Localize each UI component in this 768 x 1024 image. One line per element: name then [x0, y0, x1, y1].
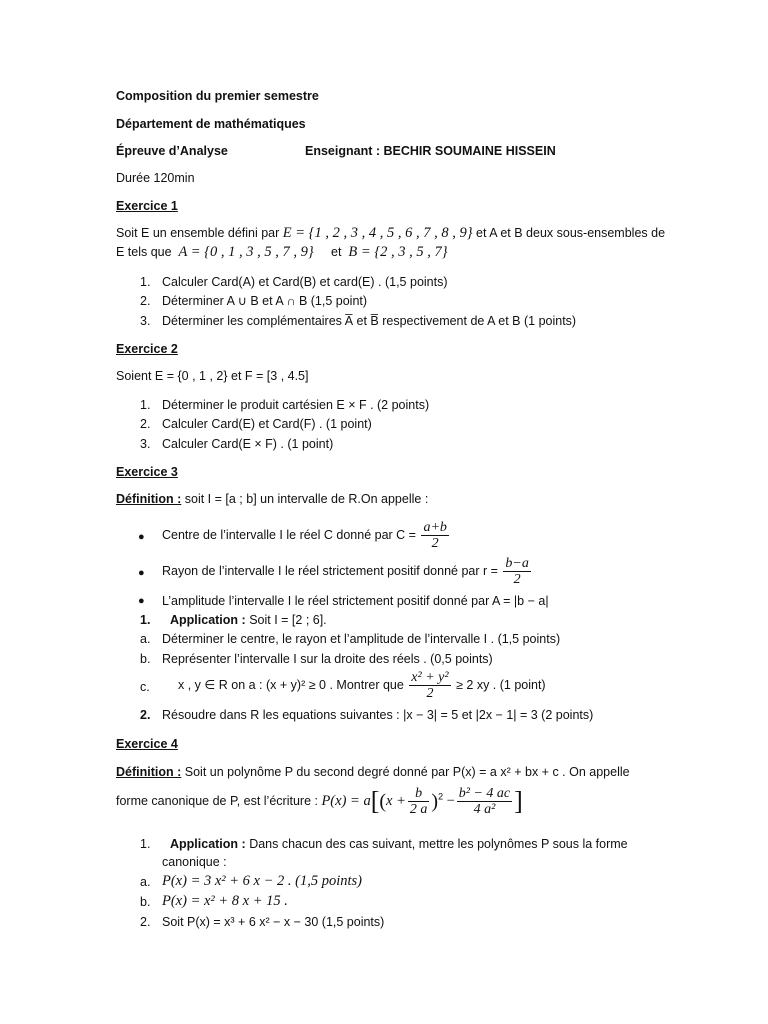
- exercise-2-intro: Soient E = {0 , 1 , 2} et F = [3 , 4.5]: [116, 369, 309, 383]
- exercise-2-title: Exercice 2: [116, 342, 178, 356]
- ex3-app-label: Application :: [170, 613, 246, 627]
- ex3-c: [178, 670, 546, 701]
- ex1-item-3: Déterminer les complémentaires A̅ et B̅ respectivement de A et B (1 points): [162, 314, 577, 328]
- frac-den: 4 a²: [473, 802, 496, 817]
- set-b: B = {2 , 3 , 5 , 7}: [348, 244, 448, 260]
- ex3-a-label: a.: [140, 632, 151, 646]
- ex1-item-1-num: 1.: [140, 275, 151, 289]
- header-enseignant: Enseignant : BECHIR SOUMAINE HISSEIN: [305, 144, 556, 158]
- frac-num: b² − 4 ac: [458, 786, 511, 801]
- fraction-b-over-2a: [408, 786, 430, 817]
- ex1-intro-c: E tels que: [116, 245, 172, 259]
- frac-num: a+b: [423, 520, 447, 535]
- exercise-1-intro-2: [116, 244, 448, 260]
- ex2-item-2-num: 2.: [140, 417, 151, 431]
- frac-den: 2: [431, 536, 439, 551]
- ex2-item-3: Calculer Card(E × F) . (1 point): [162, 437, 334, 451]
- ex4-two-num: 2.: [140, 915, 151, 929]
- ex3-app-text: Soit I = [2 ; 6].: [249, 613, 327, 627]
- ex4-app-text-2: canonique :: [162, 855, 227, 869]
- ex1-item-1: Calculer Card(A) et Card(B) et card(E) . (1,5 points): [162, 275, 448, 289]
- exercise-1-intro: [116, 225, 665, 241]
- ex3-bullet-3: L’amplitude l’intervalle I le réel strictement positif donné par A = |b − a|: [162, 594, 549, 608]
- ex4-application: [170, 836, 628, 852]
- exercise-3-title: Exercice 3: [116, 465, 178, 479]
- ex3-definition-label: Définition :: [116, 492, 182, 506]
- ex1-intro-a: Soit E un ensemble défini par: [116, 226, 280, 240]
- exercise-4-title: Exercice 4: [116, 737, 178, 751]
- frac-den: 2: [426, 686, 434, 701]
- bullet-icon: ●: [138, 531, 145, 543]
- ex3-b-label: b.: [140, 652, 151, 666]
- ex4-b-label: b.: [140, 895, 151, 909]
- set-a: A = {0 , 1 , 3 , 5 , 7 , 9}: [178, 244, 314, 260]
- fraction-radius: [503, 556, 530, 587]
- ex1-intro-b: et A et B deux sous-ensembles de: [476, 226, 666, 240]
- ex4-a-text: P(x) = 3 x² + 6 x − 2 . (1,5 points): [162, 873, 363, 889]
- ex4-a-label: a.: [140, 875, 151, 889]
- ex2-item-1-num: 1.: [140, 398, 151, 412]
- ex4-app-label: Application :: [170, 837, 246, 851]
- header-department: Département de mathématiques: [116, 117, 306, 131]
- ex4-two-text: Soit P(x) = x³ + 6 x² − x − 30 (1,5 points): [162, 915, 385, 929]
- ex1-item-2-num: 2.: [140, 294, 151, 308]
- ex3-bullet-1: [162, 520, 451, 551]
- bullet-icon: ●: [138, 595, 145, 607]
- canon-prefix: P(x) = a: [321, 792, 371, 809]
- ex4-definition: [116, 764, 630, 780]
- ex2-item-3-num: 3.: [140, 437, 151, 451]
- ex3-app-num: 1.: [140, 613, 151, 627]
- header-title: Composition du premier semestre: [116, 89, 319, 103]
- exercise-1-title: Exercice 1: [116, 199, 178, 213]
- ex4-b-text: P(x) = x² + 8 x + 15 .: [162, 893, 288, 909]
- ex2-item-2: Calculer Card(E) et Card(F) . (1 point): [162, 417, 372, 431]
- ex4-app-text: Dans chacun des cas suivant, mettre les polynômes P sous la forme: [249, 837, 628, 851]
- frac-num: b−a: [505, 556, 529, 571]
- frac-num: b: [408, 786, 430, 802]
- header-duree: Durée 120min: [116, 171, 195, 185]
- ex3-definition: [116, 491, 428, 507]
- ex1-item-2: Déterminer A ∪ B et A ∩ B (1,5 point): [162, 294, 368, 308]
- ex3-bullet-2: [162, 556, 533, 587]
- ex3-b-text: Représenter l’intervalle I sur la droite des réels . (0,5 points): [162, 652, 493, 666]
- ex4-canonical-text: forme canonique de P, est l’écriture :: [116, 793, 318, 808]
- ex4-app-num: 1.: [140, 837, 151, 851]
- set-e: E = {1 , 2 , 3 , 4 , 5 , 6 , 7 , 8 , 9}: [282, 225, 473, 241]
- ex3-c-text-2: ≥ 2 xy . (1 point): [456, 677, 546, 692]
- frac-den: 2: [513, 572, 521, 587]
- fraction-inequality: [409, 670, 450, 701]
- ex2-item-1: Déterminer le produit cartésien E × F . (2 points): [162, 398, 430, 412]
- frac-den: 2 a: [409, 802, 428, 817]
- ex4-definition-label: Définition :: [116, 765, 182, 779]
- ex1-item-3-num: 3.: [140, 314, 151, 328]
- ex3-bullet-1-text: Centre de l’intervalle I le réel C donné par C =: [162, 527, 416, 542]
- ex3-two-text: Résoudre dans R les equations suivantes : |x − 3| = 5 et |2x − 1| = 3 (2 points): [162, 708, 594, 722]
- ex3-c-label: c.: [140, 680, 150, 694]
- ex3-application: [170, 612, 327, 628]
- ex1-and: et: [331, 245, 342, 259]
- fraction-center: [421, 520, 448, 551]
- ex3-c-text-1: x , y ∈ R on a : (x + y)² ≥ 0 . Montrer que: [178, 677, 404, 692]
- ex4-definition-text: Soit un polynôme P du second degré donné par P(x) = a x² + bx + c . On appelle: [184, 765, 630, 779]
- ex3-definition-text: soit I = [a ; b] un intervalle de R.On appelle :: [184, 492, 429, 506]
- header-epreuve: Épreuve d’Analyse: [116, 144, 228, 158]
- fraction-discriminant: [457, 786, 512, 817]
- bullet-icon: ●: [138, 567, 145, 579]
- ex4-canonical: forme canonique de P, est l’écriture : P(x) = a[(x + $\frac{b}{2 a}$ )$^2$ − $\frac{\text{b² − 4 ac}}{\text{4 a²}}$ ]: [116, 786, 523, 817]
- ex3-a-text: Déterminer le centre, le rayon et l’amplitude de l’intervalle I . (1,5 points): [162, 632, 561, 646]
- ex3-bullet-2-text: Rayon de l’intervalle I le réel strictement positif donné par r =: [162, 563, 498, 578]
- ex3-two-num: 2.: [140, 708, 151, 722]
- frac-num: x² + y²: [411, 670, 449, 685]
